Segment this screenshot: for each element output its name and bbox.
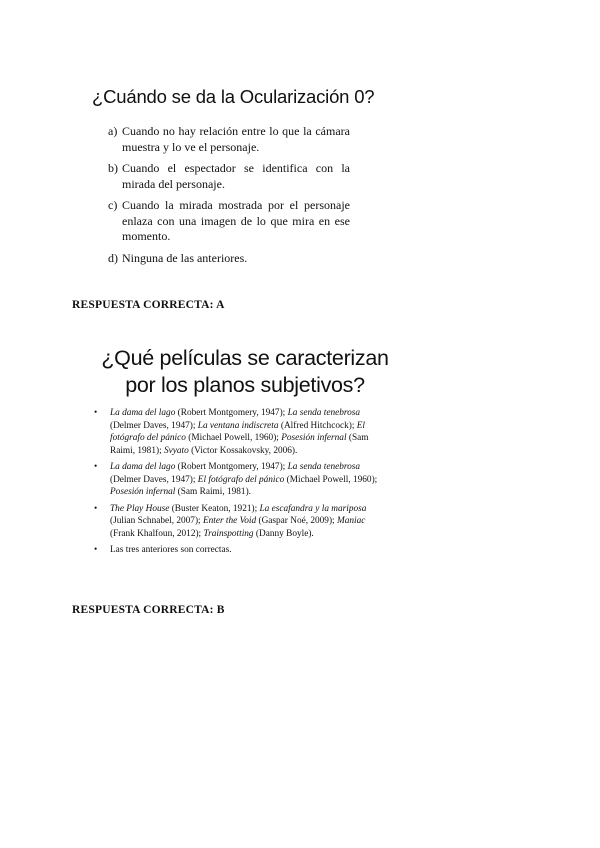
bullet-text <box>110 503 390 541</box>
film-credit: (Gaspar Noé, 2009); <box>256 516 337 526</box>
film-title: La escafandra y la mariposa <box>259 503 367 514</box>
film-credit: (Sam Raimi, 1981); <box>110 433 369 456</box>
film-credit: (Delmer Daves, 1947); <box>110 474 198 485</box>
film-title: The Play House <box>110 503 170 514</box>
film-credit: (Victor Kossakovsky, 2006). <box>188 445 298 456</box>
answer-1: RESPUESTA CORRECTA: A <box>72 299 225 311</box>
question-1-title: ¿Cuándo se da la Ocularización 0? <box>92 86 375 107</box>
bullet-item <box>90 407 400 457</box>
film-credit: Las tres anteriores son correctas. <box>110 545 232 555</box>
bullet-item <box>90 461 400 499</box>
option-letter: d) <box>108 250 118 265</box>
film-title: Svyato <box>163 445 189 456</box>
film-title: La dama del lago <box>110 462 176 472</box>
film-title: Maniac <box>336 516 366 526</box>
option-item <box>92 161 382 192</box>
film-title: Posesión infernal <box>281 433 347 443</box>
film-credit: (Danny Boyle). <box>253 528 314 539</box>
bullet-text <box>110 407 390 457</box>
film-title: Enter the Void <box>202 516 257 526</box>
film-credit: (Sam Raimi, 1981). <box>175 487 252 497</box>
film-title: La ventana indiscreta <box>197 420 279 431</box>
question-2 <box>90 345 400 561</box>
film-credit: (Frank Khalfoun, 2012); <box>110 528 204 539</box>
option-item <box>92 251 382 267</box>
film-title: Trainspotting <box>203 528 254 539</box>
bullet-text <box>110 461 390 499</box>
option-item <box>92 124 382 155</box>
question-2-title-line1: ¿Qué películas se caracterizan <box>101 346 389 370</box>
question-2-title <box>90 345 400 399</box>
bullet-item <box>90 544 400 557</box>
bullet-icon: • <box>94 462 98 472</box>
option-text: Ninguna de las anteriores. <box>122 250 248 265</box>
option-text: Cuando la mirada mostrada por el personaje enlaza con una imagen de lo que mira en ese momento. <box>122 198 350 243</box>
film-credit: (Alfred Hitchcock); <box>278 420 357 431</box>
question-1-options <box>92 124 382 266</box>
answer-2: RESPUESTA CORRECTA: B <box>72 604 225 616</box>
film-credit: (Julian Schnabel, 2007); <box>110 516 203 526</box>
film-credit: (Delmer Daves, 1947); <box>110 420 198 431</box>
question-1 <box>92 86 382 272</box>
question-2-bullets <box>90 407 400 557</box>
option-letter: c) <box>108 198 118 212</box>
film-title: Posesión infernal <box>110 487 176 497</box>
film-credit: (Robert Montgomery, 1947); <box>175 408 288 418</box>
option-text: Cuando el espectador se identifica con la mirada del personaje. <box>122 161 350 191</box>
bullet-icon: • <box>94 408 98 418</box>
film-title: La senda tenebrosa <box>287 408 361 418</box>
film-credit: (Michael Powell, 1960); <box>284 474 378 485</box>
bullet-icon: • <box>94 545 98 555</box>
film-title: El fotógrafo del pánico <box>110 420 366 443</box>
film-title: El fotógrafo del pánico <box>197 474 285 485</box>
option-text: Cuando no hay relación entre lo que la cámara muestra y lo ve el personaje. <box>122 124 350 154</box>
bullet-text <box>110 544 390 557</box>
option-item <box>92 198 382 245</box>
option-letter: a) <box>108 124 118 138</box>
bullet-icon: • <box>94 503 98 514</box>
film-title: La dama del lago <box>110 408 176 418</box>
question-2-title-line2: por los planos subjetivos? <box>125 373 365 397</box>
film-credit: (Buster Keaton, 1921); <box>169 503 260 514</box>
film-title: La senda tenebrosa <box>287 462 361 472</box>
film-credit: (Michael Powell, 1960); <box>185 433 282 443</box>
option-letter: b) <box>108 161 118 175</box>
bullet-item <box>90 503 400 541</box>
film-credit: (Robert Montgomery, 1947); <box>175 462 288 472</box>
